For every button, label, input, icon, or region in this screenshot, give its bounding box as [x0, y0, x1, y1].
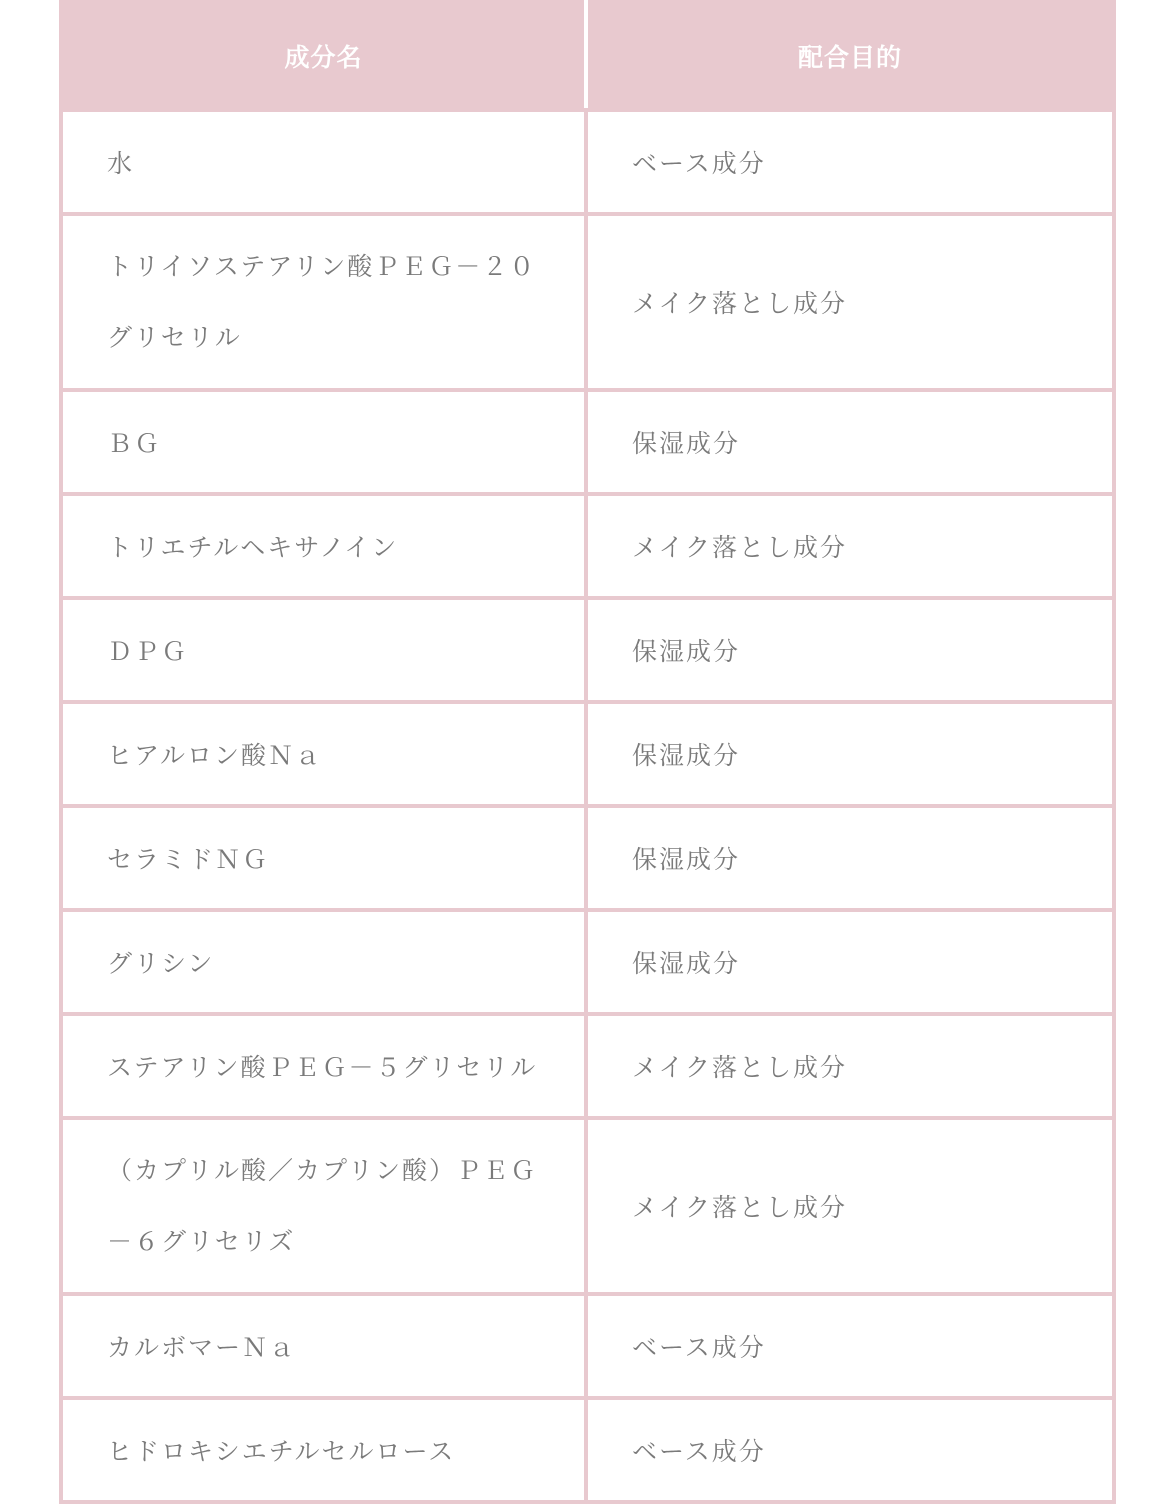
- ingredient-name: グリシン: [61, 910, 586, 1014]
- ingredients-table: [59, 0, 1116, 1504]
- ingredient-name-line2: グリセリル: [107, 323, 242, 352]
- ingredient-name: ステアリン酸ＰＥＧ－５グリセリル: [61, 1014, 586, 1118]
- table-row: [61, 702, 1114, 806]
- table-row: [61, 1294, 1114, 1398]
- table-row: [61, 390, 1114, 494]
- ingredient-name: ヒアルロン酸Ｎａ: [61, 702, 586, 806]
- ingredient-name: トリエチルヘキサノイン: [61, 494, 586, 598]
- ingredient-name: [61, 214, 586, 390]
- table-row: [61, 1118, 1114, 1294]
- table-row: [61, 910, 1114, 1014]
- ingredient-purpose: メイク落とし成分: [586, 494, 1114, 598]
- table-row: [61, 806, 1114, 910]
- ingredients-table-container: [59, 0, 1112, 1504]
- ingredient-name: [61, 1118, 586, 1294]
- ingredient-purpose: 保湿成分: [586, 910, 1114, 1014]
- ingredient-purpose: メイク落とし成分: [586, 214, 1114, 390]
- ingredient-purpose: メイク落とし成分: [586, 1118, 1114, 1294]
- ingredient-purpose: メイク落とし成分: [586, 1014, 1114, 1118]
- ingredient-purpose: 保湿成分: [586, 390, 1114, 494]
- ingredient-name: ＢＧ: [61, 390, 586, 494]
- ingredient-name: ＤＰＧ: [61, 598, 586, 702]
- ingredient-purpose: 保湿成分: [586, 702, 1114, 806]
- ingredient-name-line1: トリイソステアリン酸ＰＥＧ－２０: [107, 252, 537, 281]
- table-row: [61, 598, 1114, 702]
- ingredient-name: ヒドロキシエチルセルロース: [61, 1398, 586, 1502]
- table-row: [61, 214, 1114, 390]
- table-header-row: [61, 2, 1114, 110]
- ingredient-purpose: 保湿成分: [586, 806, 1114, 910]
- table-row: [61, 1014, 1114, 1118]
- header-purpose: 配合目的: [586, 2, 1114, 110]
- ingredient-purpose: ベース成分: [586, 1294, 1114, 1398]
- ingredient-purpose: ベース成分: [586, 110, 1114, 214]
- table-row: [61, 1398, 1114, 1502]
- header-ingredient-name: 成分名: [61, 2, 586, 110]
- table-row: [61, 110, 1114, 214]
- ingredient-purpose: 保湿成分: [586, 598, 1114, 702]
- ingredient-name-line1: （カプリル酸／カプリン酸）ＰＥＧ: [107, 1156, 538, 1185]
- ingredient-name: セラミドＮＧ: [61, 806, 586, 910]
- ingredient-name-line2: －６グリセリズ: [107, 1227, 296, 1256]
- ingredient-purpose: ベース成分: [586, 1398, 1114, 1502]
- ingredient-name: カルボマーＮａ: [61, 1294, 586, 1398]
- ingredient-name: 水: [61, 110, 586, 214]
- table-row: [61, 494, 1114, 598]
